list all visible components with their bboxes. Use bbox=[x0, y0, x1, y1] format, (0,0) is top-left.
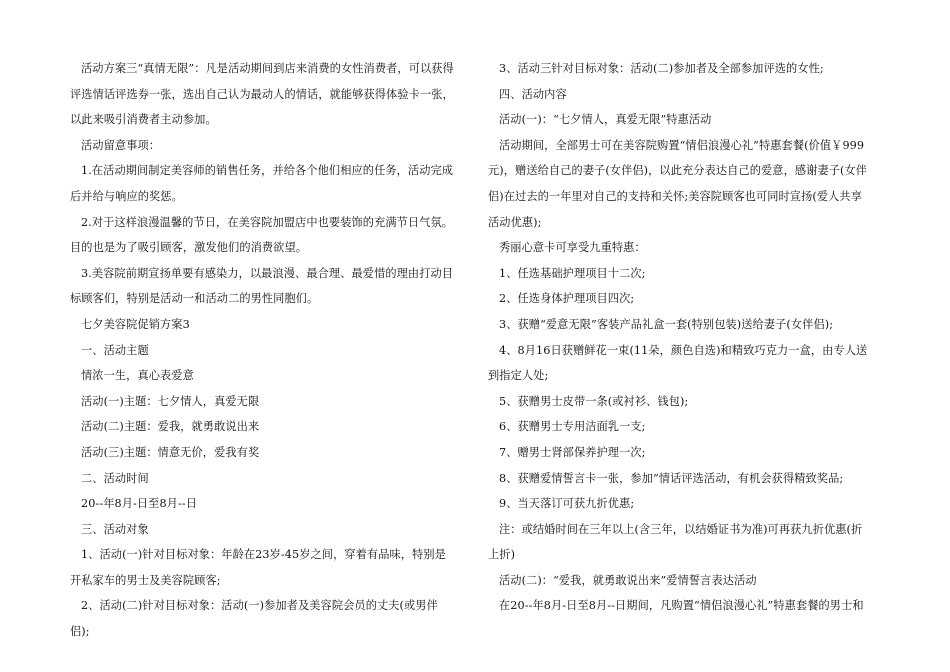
paragraph: 2.对于这样浪漫温馨的节日，在美容院加盟店中也要装饰的充满节日气氛。目的也是为了吸引顾客，激发他们的消费欲望。 bbox=[70, 215, 454, 255]
section-heading: 四、活动内容 bbox=[499, 87, 567, 101]
paragraph: 活动期间，全部男士可在美容院购置“情侣浪漫心礼”特惠套餐(价值￥999元)，赠送给自己的妻子(女伴侣)，以此充分表达自己的爱意，感谢妻子(女伴侣)在过去的一年里对自己的支持和关怀;美容院顾客也可同时宣扬(爱人共享活动优惠); bbox=[488, 138, 868, 229]
paragraph: 秀丽心意卡可享受九重特惠： bbox=[499, 241, 646, 255]
paragraph: 1.在活动期间制定美容师的销售任务，并给各个他们相应的任务，活动完成后并给与响应的奖惩。 bbox=[70, 164, 454, 203]
section-heading: 一、活动主题 bbox=[81, 343, 149, 357]
paragraph: 活动留意事项： bbox=[81, 138, 161, 152]
list-item: 8、获赠爱情誓言卡一张，参加“情话评选活动，有机会获得精致奖品; bbox=[499, 471, 844, 485]
section-heading: 二、活动时间 bbox=[81, 471, 149, 485]
paragraph: 在20--年8月-日至8月--日期间，凡购置“情侣浪漫心礼”特惠套餐的男士和 bbox=[499, 599, 864, 613]
paragraph: 活动(二)主题：爱我，就勇敢说出来 bbox=[81, 420, 260, 434]
left-column bbox=[70, 56, 455, 645]
paragraph: 3、活动三针对目标对象：活动(二)参加者及全部参加评选的女性; bbox=[499, 62, 824, 75]
paragraph: 活动(二)：“爱我，就勇敢说出来”爱情誓言表达活动 bbox=[499, 573, 757, 587]
paragraph: 3.美容院前期宣扬单要有感染力，以最浪漫、最合理、最爱惜的理由打动目标顾客们，特别是活动一和活动二的男性同胞们。 bbox=[70, 266, 454, 306]
list-item: 4、8月16日获赠鲜花一束(11朵，颜色自选)和精致巧克力一盒，由专人送到指定人处; bbox=[488, 343, 868, 383]
paragraph: 活动方案三“真情无限”：凡是活动期间到店来消费的女性消费者，可以获得评选情话评选券一张，选出自己认为最动人的情话，就能够获得体验卡一张，以此来吸引消费者主动参加。 bbox=[70, 62, 454, 127]
paragraph: 活动(一)主题：七夕情人，真爱无限 bbox=[81, 394, 260, 408]
paragraph: 2、活动(二)针对目标对象：活动(一)参加者及美容院会员的丈夫(或男伴侣); bbox=[70, 599, 438, 639]
list-item: 5、获赠男士皮带一条(或衬衫、钱包); bbox=[499, 394, 689, 408]
right-column bbox=[488, 56, 873, 619]
section-heading: 七夕美容院促销方案3 bbox=[81, 317, 190, 331]
paragraph: 活动(一)：“七夕情人，真爱无限”特惠活动 bbox=[499, 113, 712, 127]
paragraph: 活动(三)主题：情意无价，爱我有奖 bbox=[81, 445, 260, 459]
paragraph: 1、活动(一)针对目标对象：年龄在23岁-45岁之间，穿着有品味，特别是开私家车的男士及美容院顾客; bbox=[70, 548, 446, 587]
section-heading: 三、活动对象 bbox=[81, 522, 149, 536]
list-item: 9、当天落订可获九折优惠; bbox=[499, 497, 635, 511]
list-item: 1、任选基础护理项目十二次; bbox=[499, 266, 646, 280]
paragraph: 情浓一生，真心表爱意 bbox=[81, 369, 194, 383]
list-item: 7、赠男士肾部保养护理一次; bbox=[499, 445, 646, 459]
paragraph: 注：或结婚时间在三年以上(含三年，以结婚证书为准)可再获九折优惠(折上折) bbox=[488, 522, 863, 562]
list-item: 2、任选身体护理项目四次; bbox=[499, 292, 635, 306]
list-item: 3、获赠“爱意无限”客装产品礼盒一套(特别包装)送给妻子(女伴侣); bbox=[499, 317, 834, 331]
list-item: 6、获赠男士专用洁面乳一支; bbox=[499, 420, 646, 434]
paragraph: 20--年8月-日至8月--日 bbox=[81, 497, 197, 511]
